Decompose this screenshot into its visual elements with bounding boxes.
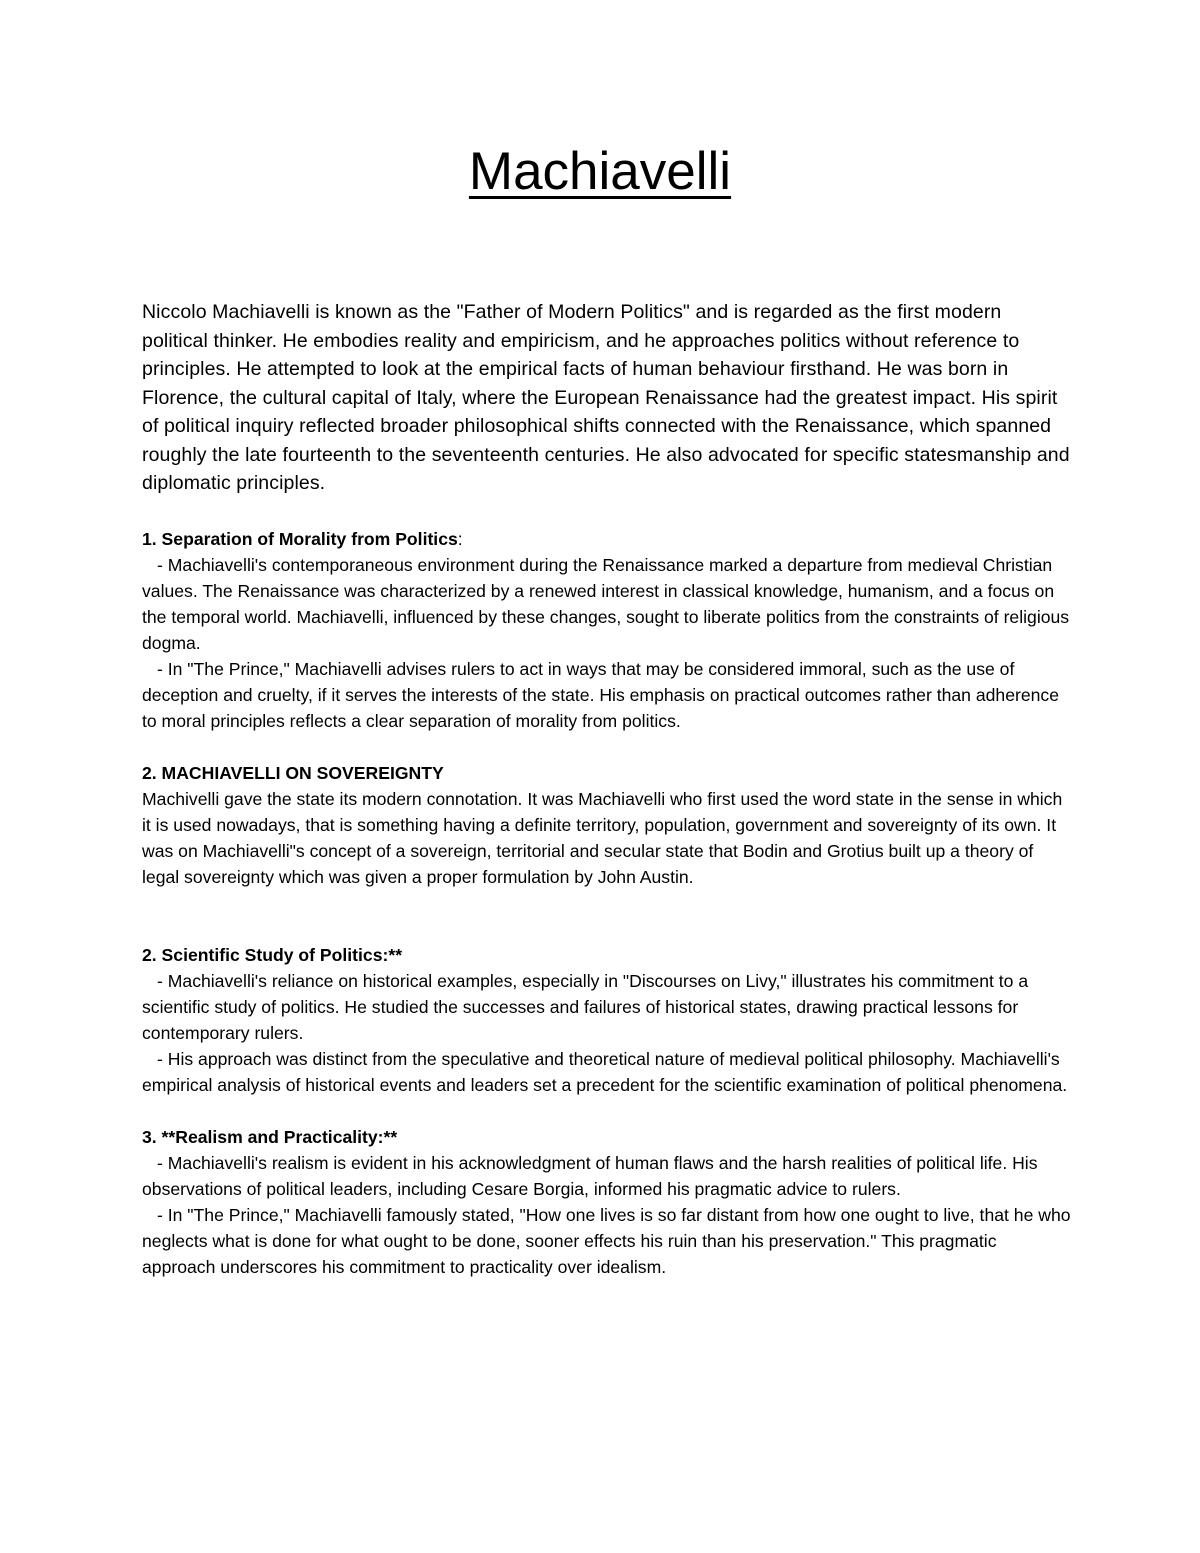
section-paragraph: - His approach was distinct from the speculative and theoretical nature of medieval political philosophy. Machiavelli's empirical analysis of historical events and leaders set a precedent for the scientific examination of political phenomena. <box>142 1048 1068 1095</box>
intro-paragraph: Niccolo Machiavelli is known as the "Father of Modern Politics" and is regarded as the first modern political thinker. He embodies reality and empiricism, and he approaches politics without reference to principles. He attempted to look at the empirical facts of human behaviour firsthand. He was born in Florence, the cultural capital of Italy, where the European Renaissance had the greatest impact. His spirit of political inquiry reflected broader philosophical shifts connected with the Renaissance, which spanned roughly the late fourteenth to the seventeenth centuries. He also advocated for specific statesmanship and diplomatic principles. <box>142 301 1070 494</box>
section-heading-text: 2. Scientific Study of Politics:** <box>142 944 403 965</box>
section-paragraph: Machivelli gave the state its modern connotation. It was Machiavelli who first used the word state in the sense in which it is used nowadays, that is something having a definite territory, population, government and sovereignty of its own. It was on Machiavelli"s concept of a sovereign, territorial and secular state that Bodin and Grotius built up a theory of legal sovereignty which was given a proper formulation by John Austin. <box>142 788 1063 887</box>
section-paragraph: - Machiavelli's contemporaneous environment during the Renaissance marked a departure from medieval Christian values. The Renaissance was characterized by a renewed interest in classical knowledge, humanism, and a focus on the temporal world. Machiavelli, influenced by these changes, sought to liberate politics from the constraints of religious dogma. <box>142 554 1070 653</box>
section-morality-politics <box>142 526 1072 734</box>
section-paragraph: - Machiavelli's reliance on historical examples, especially in "Discourses on Livy," illustrates his commitment to a scientific study of politics. He studied the successes and failures of historical states, drawing practical lessons for contemporary rulers. <box>142 970 1029 1043</box>
section-heading-text: 1. Separation of Morality from Politics <box>142 528 458 549</box>
section-paragraph: - In "The Prince," Machiavelli famously stated, "How one lives is so far distant from how one ought to live, that he who neglects what is done for what ought to be done, sooner effects his ruin than his preservation." This pragmatic approach underscores his commitment to practicality over idealism. <box>142 1204 1071 1277</box>
document-title: Machiavelli <box>468 142 732 201</box>
section-heading <box>142 760 1072 786</box>
section-scientific-study <box>142 942 1072 1098</box>
section-heading <box>142 1124 1072 1150</box>
section-paragraph: - Machiavelli's realism is evident in his acknowledgment of human flaws and the harsh realities of political life. His observations of political leaders, including Cesare Borgia, informed his pragmatic advice to rulers. <box>142 1152 1038 1199</box>
section-paragraph: - In "The Prince," Machiavelli advises rulers to act in ways that may be considered immoral, such as the use of deception and cruelty, if it serves the interests of the state. His emphasis on practical outcomes rather than adherence to moral principles reflects a clear separation of morality from politics. <box>142 658 1059 731</box>
section-heading <box>142 942 1072 968</box>
section-heading-suffix: : <box>457 528 463 549</box>
section-heading-text: 2. MACHIAVELLI ON SOVEREIGNTY <box>142 762 444 783</box>
section-realism <box>142 1124 1072 1280</box>
document-body <box>142 298 1072 1280</box>
section-heading-text: 3. **Realism and Practicality:** <box>142 1126 398 1147</box>
section-sovereignty <box>142 760 1072 890</box>
section-heading <box>142 526 1072 552</box>
